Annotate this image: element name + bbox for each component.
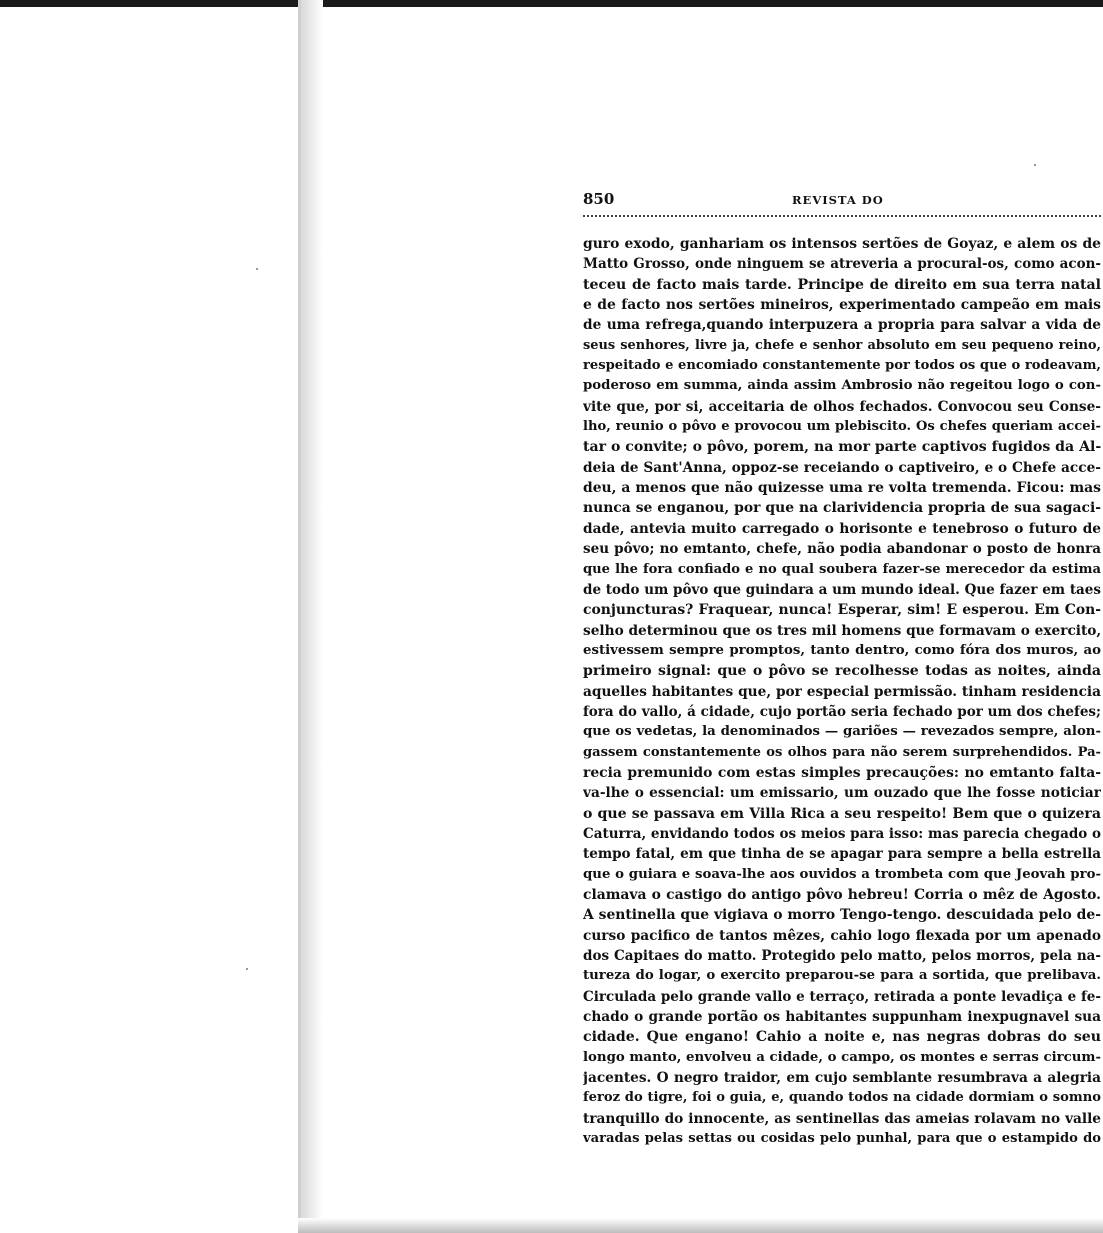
paper-speck bbox=[1034, 164, 1036, 166]
text-line: seus senhores, livre ja, chefe e senhor absoluto em seu pequeno reino, bbox=[583, 337, 1101, 353]
text-line: dade, antevia muito carregado o horisonte e tenebroso o futuro de bbox=[583, 520, 1101, 537]
page-top-edge bbox=[0, 0, 1103, 7]
book-gutter-shadow bbox=[301, 0, 323, 1233]
text-line: recia premunido com estas simples precauções: no emtanto falta- bbox=[583, 764, 1101, 781]
text-line: curso pacifico de tantos mêzes, cahio logo flexada por um apenado bbox=[583, 927, 1101, 944]
text-line: varadas pelas settas ou cosidas pelo punhal, para que o estampido do bbox=[583, 1131, 1101, 1147]
text-line: aquelles habitantes que, por especial permissão. tinham residencia bbox=[583, 683, 1101, 700]
text-line: Matto Grosso, onde ninguem se atreveria a procural-os, como acon- bbox=[583, 256, 1101, 273]
text-line: jacentes. O negro traidor, em cujo semblante resumbrava a alegria bbox=[583, 1070, 1101, 1087]
text-line: lho, reunio o pôvo e provocou um plebiscito. Os chefes queriam accei- bbox=[583, 419, 1101, 435]
text-line: deia de Sant'Anna, oppoz-se receiando o captiveiro, e o Chefe acce- bbox=[583, 459, 1101, 476]
text-line: longo manto, envolveu a cidade, o campo, os montes e serras circum- bbox=[583, 1049, 1101, 1065]
text-line: deu, a menos que não quizesse uma re volta tremenda. Ficou: mas bbox=[583, 480, 1101, 497]
text-line: primeiro signal: que o pôvo se recolhesse todas as noites, ainda bbox=[583, 663, 1101, 680]
header-rule bbox=[583, 215, 1101, 217]
text-line: poderoso em summa, ainda assim Ambrosio não regeitou logo o con- bbox=[583, 378, 1101, 394]
page-number: 850 bbox=[583, 190, 615, 208]
text-line: clamava o castigo do antigo pôvo hebreu! Corria o mêz de Agosto. bbox=[583, 887, 1101, 903]
text-line: o que se passava em Villa Rica a seu respeito! Bem que o quizera bbox=[583, 805, 1101, 822]
text-line: que lhe fora confiado e no qual soubera fazer-se merecedor da estima bbox=[583, 561, 1101, 577]
text-line: chado o grande portão os habitantes suppunham inexpugnavel sua bbox=[583, 1009, 1101, 1026]
text-line: Caturra, envidando todos os meios para isso: mas parecia chegado o bbox=[583, 825, 1101, 842]
text-line: que os vedetas, la denominados — gariões — revezados sempre, alon- bbox=[583, 724, 1101, 740]
paper-speck bbox=[256, 268, 258, 270]
text-line: cidade. Que engano! Cahio a noite e, nas negras dobras do seu bbox=[583, 1029, 1101, 1046]
text-line: A sentinella que vigiava o morro Tengo-tengo. descuidada pelo de- bbox=[583, 907, 1101, 924]
text-line: teceu de facto mais tarde. Principe de direito em sua terra natal bbox=[583, 276, 1101, 293]
text-line: selho determinou que os tres mil homens que formavam o exercito, bbox=[583, 622, 1101, 639]
text-line: fora do vallo, á cidade, cujo portão seria fechado por um dos chefes; bbox=[583, 703, 1101, 720]
body-text bbox=[583, 234, 1101, 1149]
text-line: nunca se enganou, por que na clarividencia propria de sua sagaci- bbox=[583, 500, 1101, 517]
text-line: guro exodo, ganhariam os intensos sertões de Goyaz, e alem os de bbox=[583, 236, 1101, 252]
text-line: Circulada pelo grande vallo e terraço, retirada a ponte levadiça e fe- bbox=[583, 988, 1101, 1005]
text-line: tar o convite; o pôvo, porem, na mor parte captivos fugidos da Al- bbox=[583, 439, 1101, 456]
text-line: tempo fatal, em que tinha de se apagar para sempre a bella estrella bbox=[583, 846, 1101, 863]
text-line: gassem constantemente os olhos para não serem surprehendidos. Pa- bbox=[583, 744, 1101, 760]
text-line: conjuncturas? Fraquear, nunca! Esperar, sim! E esperou. Em Con- bbox=[583, 602, 1101, 619]
page-bottom-edge bbox=[298, 1218, 1103, 1233]
paper-speck bbox=[246, 968, 248, 970]
text-line: e de facto nos sertões mineiros, experimentado campeão em mais bbox=[583, 297, 1101, 314]
text-line: respeitado e encomiado constantemente por todos os que o rodeavam, bbox=[583, 358, 1101, 374]
text-line: que o guiara e soava-lhe aos ouvidos a trombeta com que Jeovah pro- bbox=[583, 866, 1101, 882]
running-title: REVISTA DO bbox=[792, 193, 884, 207]
text-line: tureza do logar, o exercito preparou-se para a sortida, que prelibava. bbox=[583, 968, 1101, 984]
text-line: dos Capitaes do matto. Protegido pelo matto, pelos morros, pela na- bbox=[583, 948, 1101, 965]
text-line: seu pôvo; no emtanto, chefe, não podia abandonar o posto de honra bbox=[583, 541, 1101, 558]
text-line: estivessem sempre promptos, tanto dentro, como fóra dos muros, ao bbox=[583, 642, 1101, 658]
text-line: de uma refrega,quando interpuzera a propria para salvar a vida de bbox=[583, 317, 1101, 334]
text-line: feroz do tigre, foi o guia, e, quando todos na cidade dormiam o somno bbox=[583, 1090, 1101, 1106]
text-line: de todo um pôvo que guindara a um mundo ideal. Que fazer em taes bbox=[583, 581, 1101, 598]
text-line: tranquillo do innocente, as sentinellas das ameias rolavam no valle bbox=[583, 1110, 1101, 1127]
text-line: va-lhe o essencial: um emissario, um ouzado que lhe fosse noticiar bbox=[583, 785, 1101, 802]
text-line: vite que, por si, acceitaria de olhos fechados. Convocou seu Conse- bbox=[583, 398, 1101, 415]
page-header bbox=[583, 190, 1101, 212]
